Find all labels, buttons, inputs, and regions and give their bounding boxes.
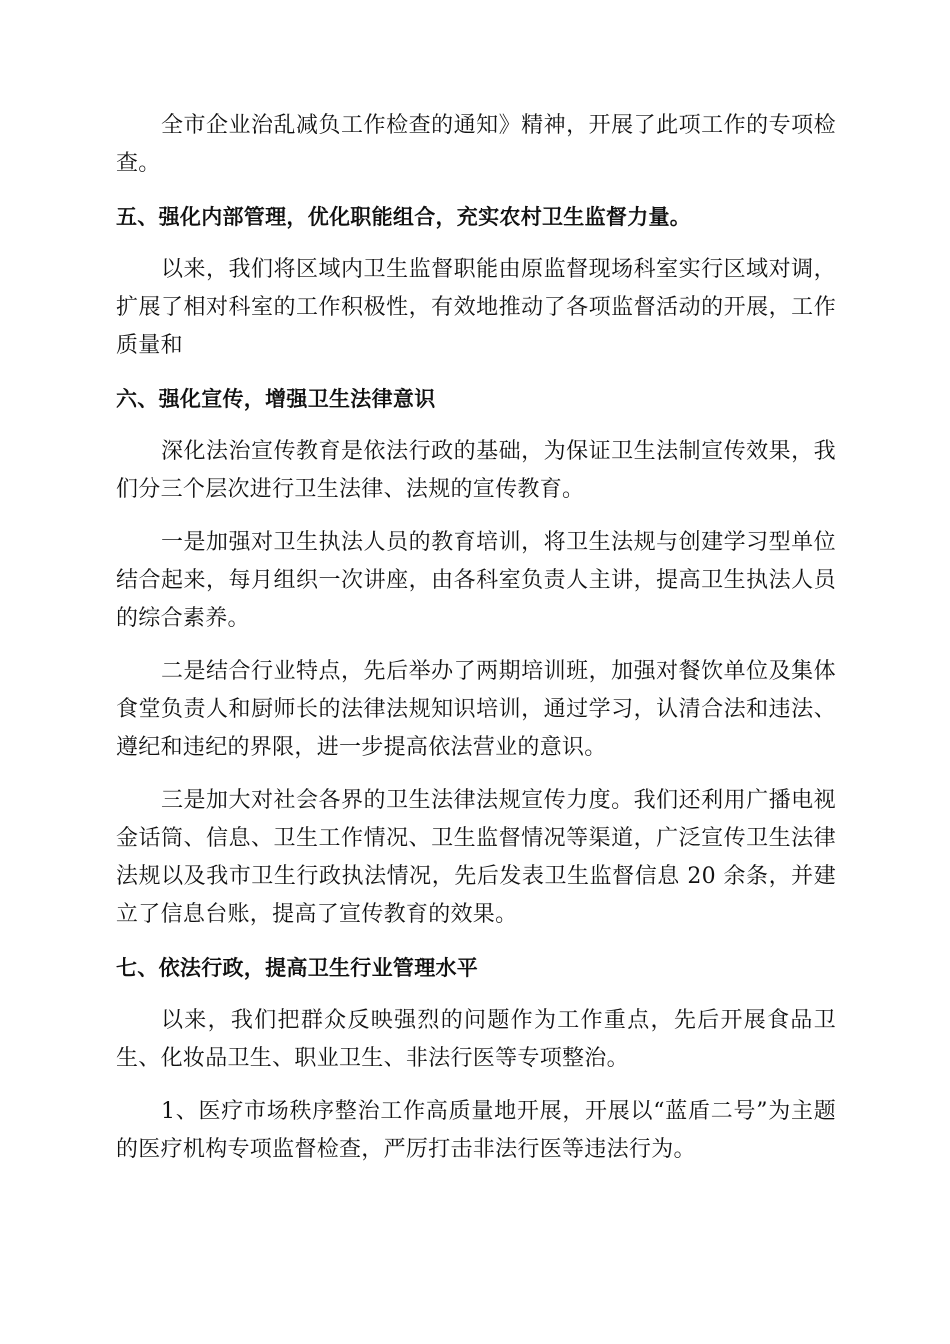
paragraph-internal-management: 以来，我们将区域内卫生监督职能由原监督现场科室实行区域对调，扩展了相对科室的工作积极性，有效地推动了各项监督活动的开展，工作质量和 [116,257,836,358]
section-heading-5: 五、强化内部管理，优化职能组合，充实农村卫生监督力量。 [116,205,692,229]
paragraph-special-rectification: 以来，我们把群众反映强烈的问题作为工作重点，先后开展食品卫生、化妆品卫生、职业卫生、非法行医等专项整治。 [116,1008,836,1071]
paragraph-training-catering: 二是结合行业特点，先后举办了两期培训班，加强对餐饮单位及集体食堂负责人和厨师长的法律法规知识培训，通过学习，认清合法和违法、遵纪和违纪的界限，进一步提高依法营业的意识。 [116,659,836,760]
document-page [116,107,836,1169]
section-heading-7: 七、依法行政，提高卫生行业管理水平 [116,956,479,980]
paragraph-media-publicity: 三是加大对社会各界的卫生法律法规宣传力度。我们还利用广播电视金话筒、信息、卫生工作情况、卫生监督情况等渠道，广泛宣传卫生法律法规以及我市卫生行政执法情况，先后发表卫生监督信息 20 余条，并建立了信息台账，提高了宣传教育的效果。 [116,788,836,927]
paragraph-legal-publicity-intro: 深化法治宣传教育是依法行政的基础，为保证卫生法制宣传效果，我们分三个层次进行卫生法律、法规的宣传教育。 [116,439,836,502]
paragraph-notice-continuation: 全市企业治乱减负工作检查的通知》精神，开展了此项工作的专项检查。 [116,113,836,176]
paragraph-medical-market: 1、医疗市场秩序整治工作高质量地开展，开展以“蓝盾二号”为主题的医疗机构专项监督检查，严厉打击非法行医等违法行为。 [116,1099,836,1162]
paragraph-training-staff: 一是加强对卫生执法人员的教育培训，将卫生法规与创建学习型单位结合起来，每月组织一次讲座，由各科室负责人主讲，提高卫生执法人员的综合素养。 [116,530,836,631]
section-heading-6: 六、强化宣传，增强卫生法律意识 [116,387,436,411]
